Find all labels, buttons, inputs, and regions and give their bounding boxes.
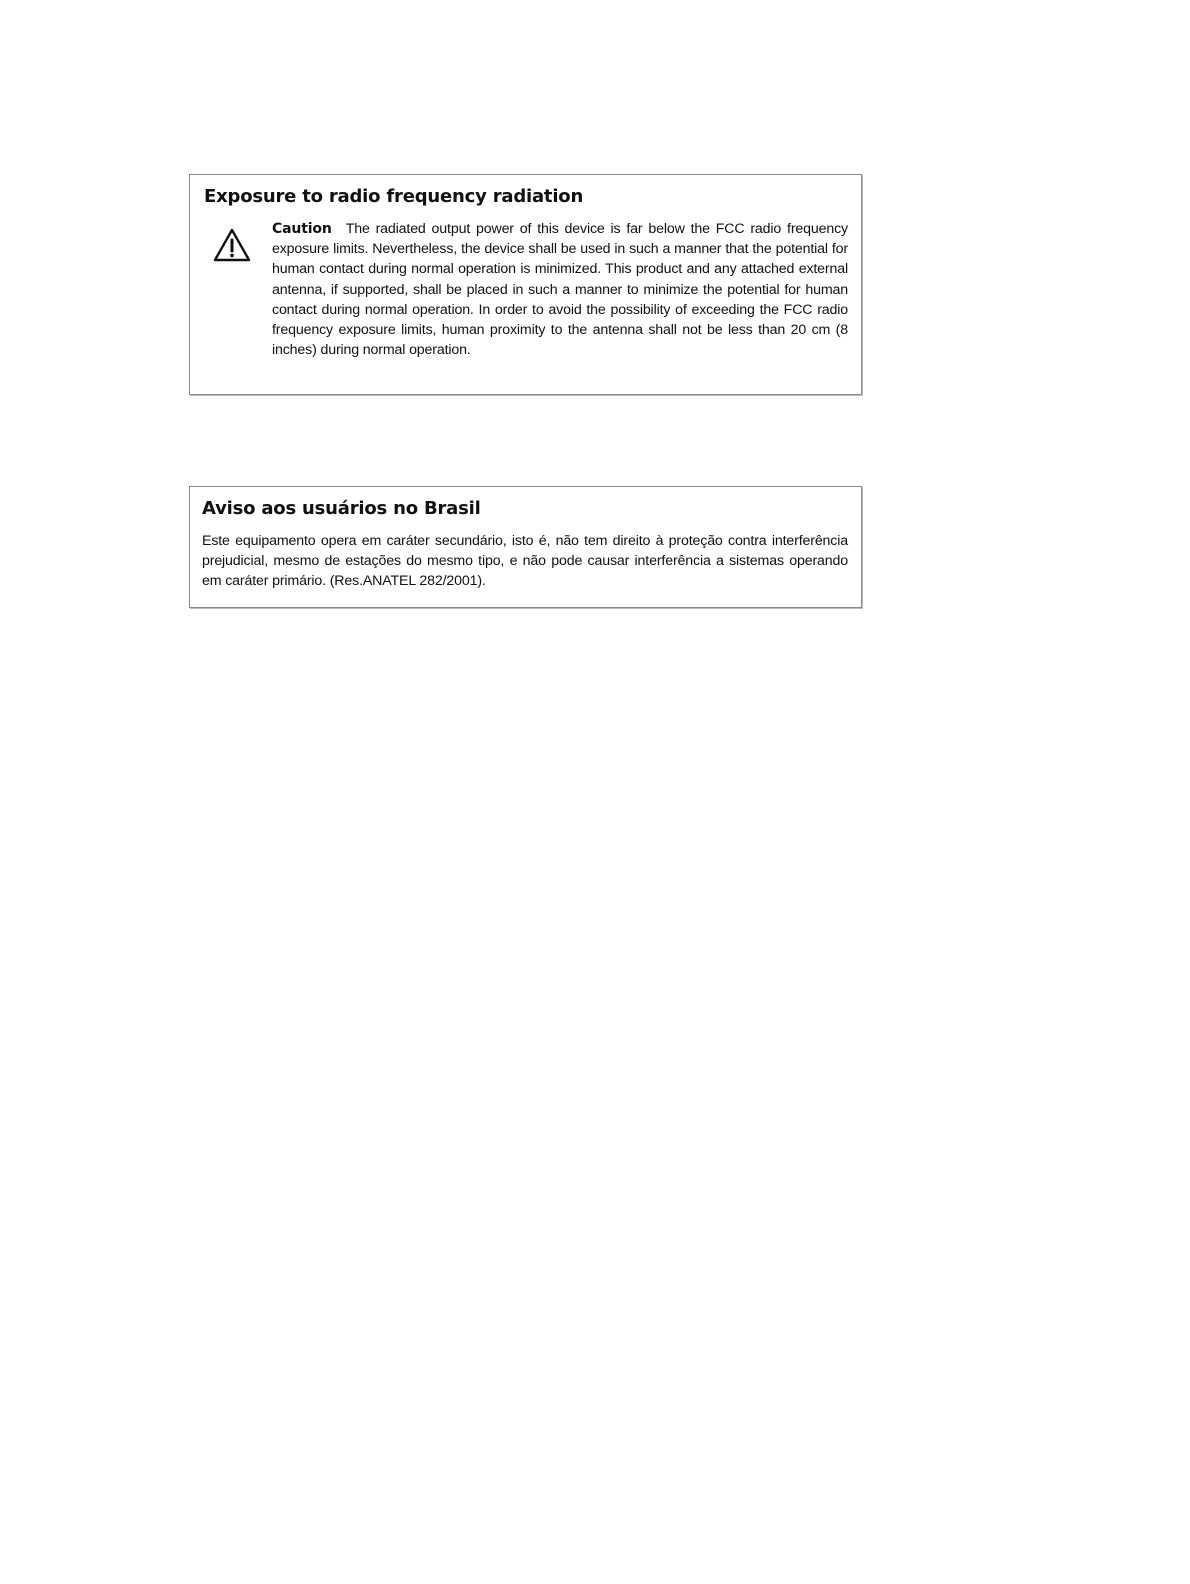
caution-block [204,219,848,360]
brazil-notice [189,486,862,608]
caution-body: The radiated output power of this device is far below the FCC radio frequency exposure limits. Nevertheless, the device shall be used in such a manner that the potential for human contact during normal operation is minimized. This product and any attached external antenna, if supported, shall be placed in such a manner to minimize the potential for human contact during normal operation. In order to avoid the possibility of exceeding the FCC radio frequency exposure limits, human proximity to the antenna shall not be less than 20 cm (8 inches) during normal operation. [272,221,848,359]
brazil-notice-title: Aviso aos usuários no Brasil [202,498,481,519]
rf-exposure-title: Exposure to radio frequency radiation [204,186,584,207]
caution-paragraph [272,219,848,360]
brazil-notice-text: Este equipamento opera em caráter secundário, isto é, não tem direito à proteção contra interferência prejudicial, mesmo de estações do mesmo tipo, e não pode causar interferência a sistemas operando em caráter primário. (Res.ANATEL 282/2001). [202,533,848,590]
rf-exposure-notice [189,174,862,395]
warning-triangle-icon [212,219,256,263]
caution-label: Caution [272,221,332,237]
